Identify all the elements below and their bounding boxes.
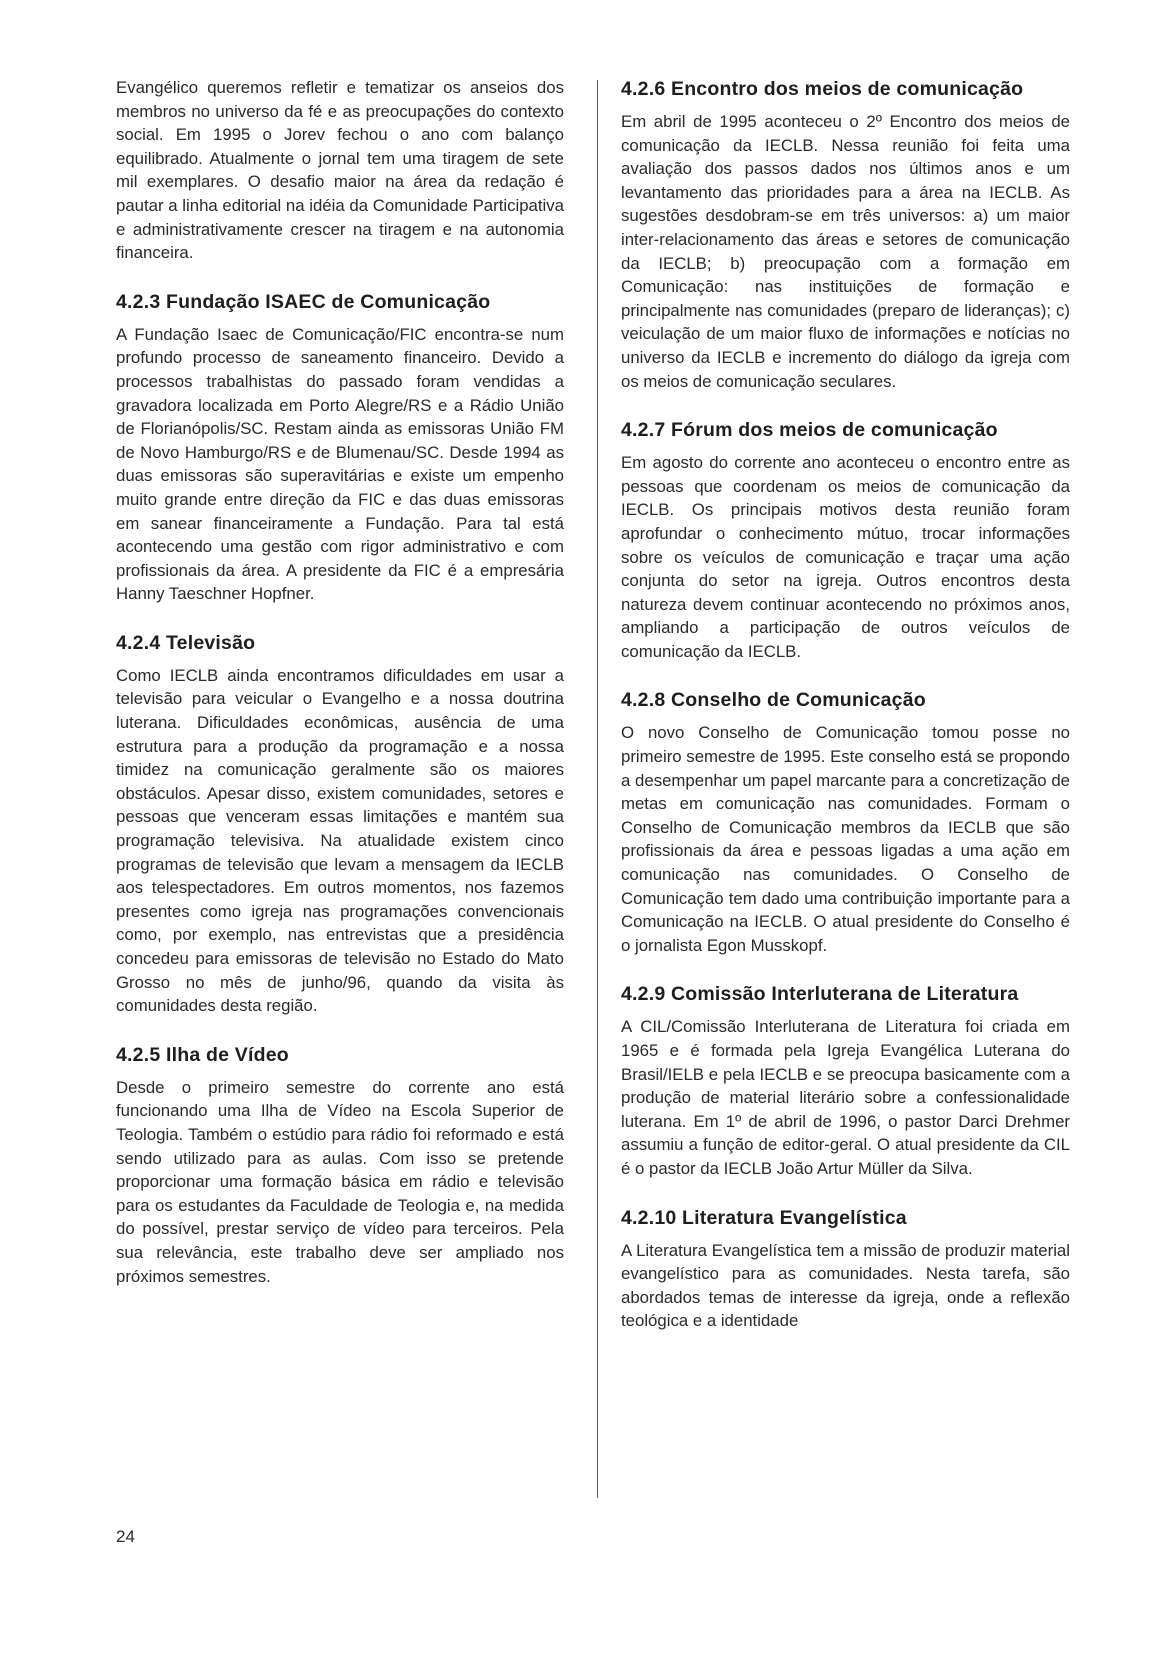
column-divider [597,80,598,1498]
section-heading: 4.2.5 Ilha de Vídeo [116,1043,289,1066]
section-4-2-8 [621,687,1070,957]
section-4-2-4 [116,630,564,1018]
section-body: Em agosto do corrente ano aconteceu o encontro entre as pessoas que coordenam os meios de comunicação da IECLB. Os principais motivos desta reunião foram aprofundar o conhecimento mútuo, trocar informações sobre os veículos de comunicação e traçar uma ação conjunta do setor na igreja. Outros encontros desta natureza devem continuar acontecendo no próximos anos, ampliando a participação de outros veículos de comunicação da IECLB. [621,453,1070,661]
section-heading: 4.2.6 Encontro dos meios de comunicação [621,78,1024,100]
section-body: O novo Conselho de Comunicação tomou posse no primeiro semestre de 1995. Este conselho está se propondo a desempenhar um papel marcante para a concretização de metas em comunicação nas comunidades. Formam o Conselho de Comunicação membros da IECLB que são profissionais da área e pessoas ligadas a uma ação em comunicação nas comunidades. O Conselho de Comunicação tem dado uma contribuição importante para a Comunicação na IECLB. O atual presidente do Conselho é o jornalista Egon Musskopf. [621,723,1070,955]
section-body: Como IECLB ainda encontramos dificuldades em usar a televisão para veicular o Evangelho e a nossa doutrina luterana. Dificuldades econômicas, ausência de uma estrutura para a produção da programação e a nossa timidez na comunicação geralmente são os maiores obstáculos. Apesar disso, existem comunidades, setores e pessoas que venceram essas limitações e mantém sua programação televisiva. Na atualidade existem cinco programas de televisão que levam a mensagem da IECLB aos telespectadores. Em outros momentos, nos fazemos presentes como igreja nas programações convencionais como, por exemplo, nas entrevistas que a presidência concedeu para emissoras de televisão no Estado do Mato Grosso no mês de junho/96, quando da visita às comunidades desta região. [116,665,564,1016]
section-heading: 4.2.9 Comissão Interluterana de Literatura [621,983,1019,1006]
section-4-2-6 [621,76,1070,393]
section-4-2-3 [116,289,564,606]
section-heading: 4.2.10 Literatura Evangelística [621,1206,907,1229]
right-column [621,76,1070,1333]
section-body: Desde o primeiro semestre do corrente ano está funcionando uma Ilha de Vídeo na Escola Superior de Teologia. Também o estúdio para rádio foi reformado e está sendo utilizado para as aulas. Com isso se pretende proporcionar uma formação básica em rádio e televisão para os estudantes da Faculdade de Teologia e, na medida do possível, prestar serviço de vídeo para terceiros. Pela sua relevância, este trabalho deve ser ampliado nos próximos semestres. [116,1077,564,1286]
section-body: A Fundação Isaec de Comunicação/FIC encontra-se num profundo processo de saneamento financeiro. Devido a processos trabalhistas do passado foram vendidas a gravadora localizada em Porto Alegre/RS e a Rádio União de Florianópolis/SC. Restam ainda as emissoras União FM de Novo Hamburgo/RS e de Blumenau/SC. Desde 1994 as duas emissoras são superavitárias e existe um empenho muito grande entre direção da FIC e das duas emissoras em sanear financeiramente a Fundação. Para tal está acontecendo uma gestão com rigor administrativo e com profissionais da área. A presidente da FIC é a empresária Hanny Taeschner Hopfner. [116,324,564,604]
left-column [116,76,564,1288]
section-body: A Literatura Evangelística tem a missão de produzir material evangelístico para as comunidades. Nesta tarefa, são abordados temas de interesse da igreja, onde a reflexão teológica e a identidade [621,1240,1070,1331]
page-number: 24 [116,1527,135,1546]
section-heading: 4.2.8 Conselho de Comunicação [621,689,926,712]
section-heading: 4.2.3 Fundação ISAEC de Comunicação [116,290,491,313]
section-4-2-9 [621,981,1070,1180]
section-4-2-7 [621,417,1070,663]
intro-paragraph: Evangélico queremos refletir e tematizar os anseios dos membros no universo da fé e as preocupações do contexto social. Em 1995 o Jorev fechou o ano com balanço equilibrado. Atualmente o jornal tem uma tiragem de sete mil exemplares. O desafio maior na área da redação é pautar a linha editorial na idéia da Comunidade Participativa e administrativamente crescer na tiragem e na autonomia financeira. [116,78,564,263]
section-body: A CIL/Comissão Interluterana de Literatura foi criada em 1965 e é formada pela Igreja Evangélica Luterana do Brasil/IELB e pela IECLB e se preocupa basicamente com a produção de material literário sobre a confessionalidade luterana. Em 1º de abril de 1996, o pastor Darci Drehmer assumiu a função de editor-geral. O atual presidente da CIL é o pastor da IECLB João Artur Müller da Silva. [621,1017,1070,1178]
section-4-2-10 [621,1205,1070,1333]
section-body: Em abril de 1995 aconteceu o 2º Encontro dos meios de comunicação da IECLB. Nessa reunião foi feita uma avaliação dos passos dados nos últimos anos e um levantamento das prioridades para a área na IECLB. As sugestões desdobram-se em três universos: a) um maior inter-relacionamento das áreas e setores de comunicação da IECLB; b) preocupação com a formação em Comunicação: nas instituições de formação e principalmente nas comunidades (preparo de lideranças); c) veiculação de um maior fluxo de informações e notícias no universo da IECLB e incremento do diálogo da igreja com os meios de comunicação seculares. [621,112,1070,391]
section-4-2-5 [116,1042,564,1288]
section-heading: 4.2.4 Televisão [116,631,256,654]
section-heading: 4.2.7 Fórum dos meios de comunicação [621,419,998,442]
